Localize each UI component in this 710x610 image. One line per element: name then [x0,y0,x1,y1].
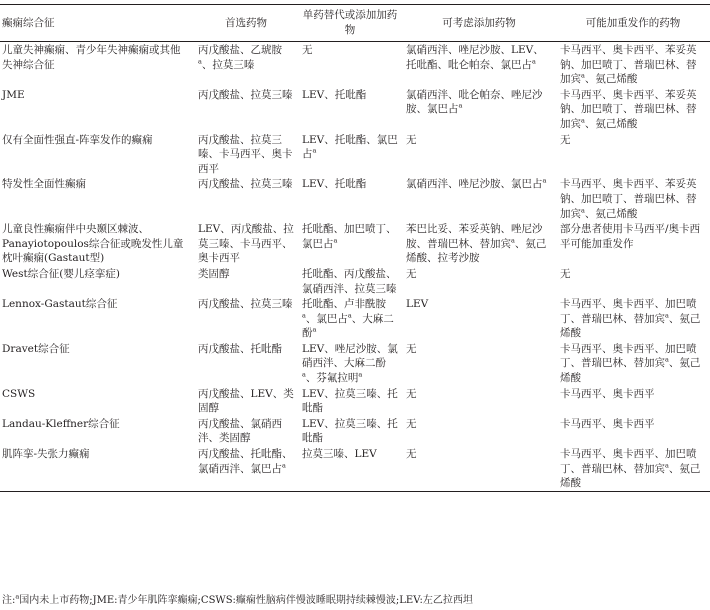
cell-consider-add-drugs [402,296,556,341]
cell-consider-add-drugs [402,176,556,221]
text-segment: 部分患者使用卡马西平/奥卡西平可能加重发作 [560,223,701,250]
text-segment: LEV、托吡酯 [302,178,367,191]
text-segment: 无 [406,342,417,355]
text-segment: 注: [2,595,16,606]
text-segment: 托吡酯、丙戊酸盐、氯硝西泮、拉莫三嗪 [302,267,397,295]
header-first-line-drugs: 首选药物 [225,16,267,29]
text-segment: 丙戊酸盐、乙琥胺 [198,44,282,56]
cell-alternative-drugs [298,132,402,177]
cell-aggravating-drugs [556,221,710,266]
text-segment: 无 [406,267,417,280]
table-body [0,42,710,492]
cell-syndrome: CSWS [2,387,36,400]
text-segment: 丙戊酸盐、托吡酯 [198,342,282,355]
superscript-mark: a [302,311,306,320]
text-segment: 、氨己烯酸 [560,357,701,385]
superscript-mark: a [532,57,536,66]
text-segment: 、大麻二酚 [302,312,394,340]
header-row [0,5,710,42]
text-segment: 卡马西平、奥卡西平、苯妥英钠、加巴喷丁、普瑞巴林、替加宾 [560,88,697,130]
superscript-mark: a [358,370,363,379]
cell-aggravating-drugs [556,266,710,296]
cell-syndrome: JME [2,88,25,101]
cell-alternative-drugs [298,221,402,266]
table-row [0,341,710,386]
table-row [0,87,710,132]
superscript-mark: a [665,355,669,364]
text-segment: 氯硝西泮、唑尼沙胺、LEV、托吡酯、吡仑帕奈、氯巴占 [406,44,544,71]
cell-aggravating-drugs [556,87,710,132]
cell-consider-add-drugs [402,87,556,132]
cell-consider-add-drugs [402,341,556,386]
text-segment: 卡马西平、奥卡西平 [560,417,655,430]
header-aggravating-drugs: 可能加重发作的药物 [585,16,681,29]
cell-first-line-drugs [194,386,298,416]
text-segment: 、氨己烯酸 [584,117,638,130]
text-segment: 、氨己烯酸 [560,462,701,490]
text-segment: LEV、托吡酯 [302,88,367,101]
cell-alternative-drugs [298,446,402,491]
text-segment: 丙戊酸盐、LEV、类固醇 [198,387,294,415]
table-row [0,416,710,446]
text-segment: LEV、托吡酯、氯巴占 [302,133,398,161]
text-segment: 丙戊酸盐、托吡酯、氯硝西泮、氯巴占 [198,448,293,475]
superscript-mark: a [302,370,306,379]
superscript-mark: a [312,325,317,334]
cell-first-line-drugs [194,341,298,386]
superscript-mark: a [347,311,352,320]
cell-syndrome: 仅有全面性强直-阵挛发作的癫痫 [2,133,153,146]
cell-first-line-drugs [194,416,298,446]
text-segment: 卡马西平、奥卡西平、加巴喷丁、普瑞巴林、替加宾 [560,342,697,370]
cell-first-line-drugs [194,42,298,87]
cell-consider-add-drugs [402,446,556,491]
cell-syndrome: Lennox-Gastaut综合征 [2,298,118,311]
cell-consider-add-drugs [402,266,556,296]
cell-first-line-drugs [194,221,298,266]
superscript-mark: a [581,206,585,215]
text-segment: LEV、唑尼沙胺、氯硝西泮、大麻二酚 [302,342,398,370]
cell-first-line-drugs [194,176,298,221]
superscript-mark: a [333,236,338,245]
cell-first-line-drugs [194,266,298,296]
cell-consider-add-drugs [402,221,556,266]
cell-aggravating-drugs [556,341,710,386]
text-segment: 、芬氟拉明 [305,372,359,385]
text-segment: LEV [406,298,429,311]
cell-syndrome: 儿童失神癫痫、青少年失神癫痫或其他失神综合征 [2,44,181,71]
text-segment: 、拉莫三嗪 [201,58,255,71]
superscript-mark: a [581,71,585,80]
cell-aggravating-drugs [556,416,710,446]
text-segment: 氯硝西泮、吡仑帕奈、唑尼沙胺、氯巴占 [406,88,543,116]
superscript-mark: a [542,176,547,185]
cell-alternative-drugs [298,87,402,132]
cell-aggravating-drugs [556,446,710,491]
cell-consider-add-drugs [402,386,556,416]
cell-consider-add-drugs [402,132,556,177]
text-segment: 国内未上市药物;JME:青少年肌阵挛癫痫;CSWS:癫痫性脑病伴慢波睡眠期持续棘慢波;LEV:左乙拉西坦 [19,595,473,606]
header-syndrome: 癫痫综合征 [2,16,55,29]
superscript-mark: a [15,592,20,601]
header-alternative-drugs: 单药替代或添加加药物 [302,9,398,36]
superscript-mark: a [312,146,317,155]
cell-aggravating-drugs [556,296,710,341]
superscript-mark: a [511,236,515,245]
text-segment: 、氯巴占 [305,312,348,325]
text-segment: 无 [406,387,417,400]
text-segment: 、氨己烯酸 [584,73,638,86]
table-footnote [2,594,473,607]
cell-aggravating-drugs [556,132,710,177]
cell-syndrome: Dravet综合征 [2,342,70,355]
cell-alternative-drugs [298,416,402,446]
text-segment: 无 [406,417,417,430]
table-row [0,176,710,221]
cell-syndrome: 肌阵挛-失张力癫痫 [2,448,90,461]
superscript-mark: a [458,101,463,110]
text-segment: 托吡酯、卢非酰胺 [302,298,386,311]
text-segment: 、氨己烯酸 [560,312,701,340]
cell-syndrome: 特发性全面性癫痫 [2,178,86,191]
superscript-mark: a [282,461,286,470]
table-row [0,296,710,341]
text-segment: 苯巴比妥、苯妥英钠、唑尼沙胺、普瑞巴林、替加宾 [406,223,543,250]
table-row [0,266,710,296]
text-segment: 氯硝西泮、唑尼沙胺、氯巴占 [406,178,543,191]
text-segment: 卡马西平、奥卡西平、苯妥英钠、加巴喷丁、普瑞巴林、替加宾 [560,178,697,220]
text-segment: 卡马西平、奥卡西平 [560,387,655,400]
header-consider-add-drugs: 可考虑添加药物 [442,16,516,29]
text-segment: 丙戊酸盐、拉莫三嗪、卡马西平、奥卡西平 [198,133,293,175]
text-segment: 、氨己烯酸 [584,207,638,220]
text-segment: LEV、拉莫三嗪、托吡酯 [302,417,398,445]
cell-syndrome: Landau-Kleffner综合征 [2,417,120,430]
cell-first-line-drugs [194,446,298,491]
cell-first-line-drugs [194,296,298,341]
table-row [0,42,710,87]
text-segment: 无 [560,267,571,280]
text-segment: 、氨己烯酸、拉考沙胺 [406,237,547,265]
text-segment: 托吡酯、加巴喷丁、氯巴占 [302,223,397,250]
text-segment: 无 [406,448,417,461]
text-segment: 丙戊酸盐、氯硝西泮、类固醇 [198,417,282,445]
cell-alternative-drugs [298,386,402,416]
cell-consider-add-drugs [402,42,556,87]
superscript-mark: a [198,57,202,66]
cell-aggravating-drugs [556,42,710,87]
cell-alternative-drugs [298,42,402,87]
text-segment: 丙戊酸盐、拉莫三嗪 [198,178,293,191]
text-segment: 无 [406,133,417,146]
text-segment: 卡马西平、奥卡西平、苯妥英钠、加巴喷丁、普瑞巴林、替加宾 [560,44,697,86]
cell-syndrome: West综合征(婴儿痉挛症) [2,267,120,280]
text-segment: 卡马西平、奥卡西平、加巴喷丁、普瑞巴林、替加宾 [560,448,697,475]
cell-alternative-drugs [298,266,402,296]
text-segment: 无 [560,133,571,146]
text-segment: 丙戊酸盐、拉莫三嗪 [198,88,293,101]
cell-alternative-drugs [298,176,402,221]
text-segment: LEV、丙戊酸盐、拉莫三嗪、卡马西平、奥卡西平 [198,223,294,265]
table-header [0,5,710,42]
text-segment: 拉莫三嗪、LEV [302,448,377,461]
cell-first-line-drugs [194,132,298,177]
superscript-mark: a [665,311,669,320]
superscript-mark: a [665,461,669,470]
text-segment: 类固醇 [198,267,230,280]
cell-first-line-drugs [194,87,298,132]
cell-syndrome: 儿童良性癫痫伴中央颞区棘波、Panayiotopoulos综合征或晚发性儿童枕叶癫痫(Gastaut型) [2,223,184,265]
superscript-mark: a [581,116,585,125]
table-row [0,386,710,416]
cell-alternative-drugs [298,296,402,341]
text-segment: 无 [302,44,313,56]
text-segment: 卡马西平、奥卡西平、加巴喷丁、普瑞巴林、替加宾 [560,298,697,325]
cell-aggravating-drugs [556,176,710,221]
text-segment: 丙戊酸盐、拉莫三嗪 [198,298,293,311]
cell-consider-add-drugs [402,416,556,446]
cell-alternative-drugs [298,341,402,386]
epilepsy-drug-table [0,4,710,492]
table-row [0,132,710,177]
table-row [0,446,710,491]
cell-aggravating-drugs [556,386,710,416]
text-segment: LEV、拉莫三嗪、托吡酯 [302,387,398,415]
table-row [0,221,710,266]
